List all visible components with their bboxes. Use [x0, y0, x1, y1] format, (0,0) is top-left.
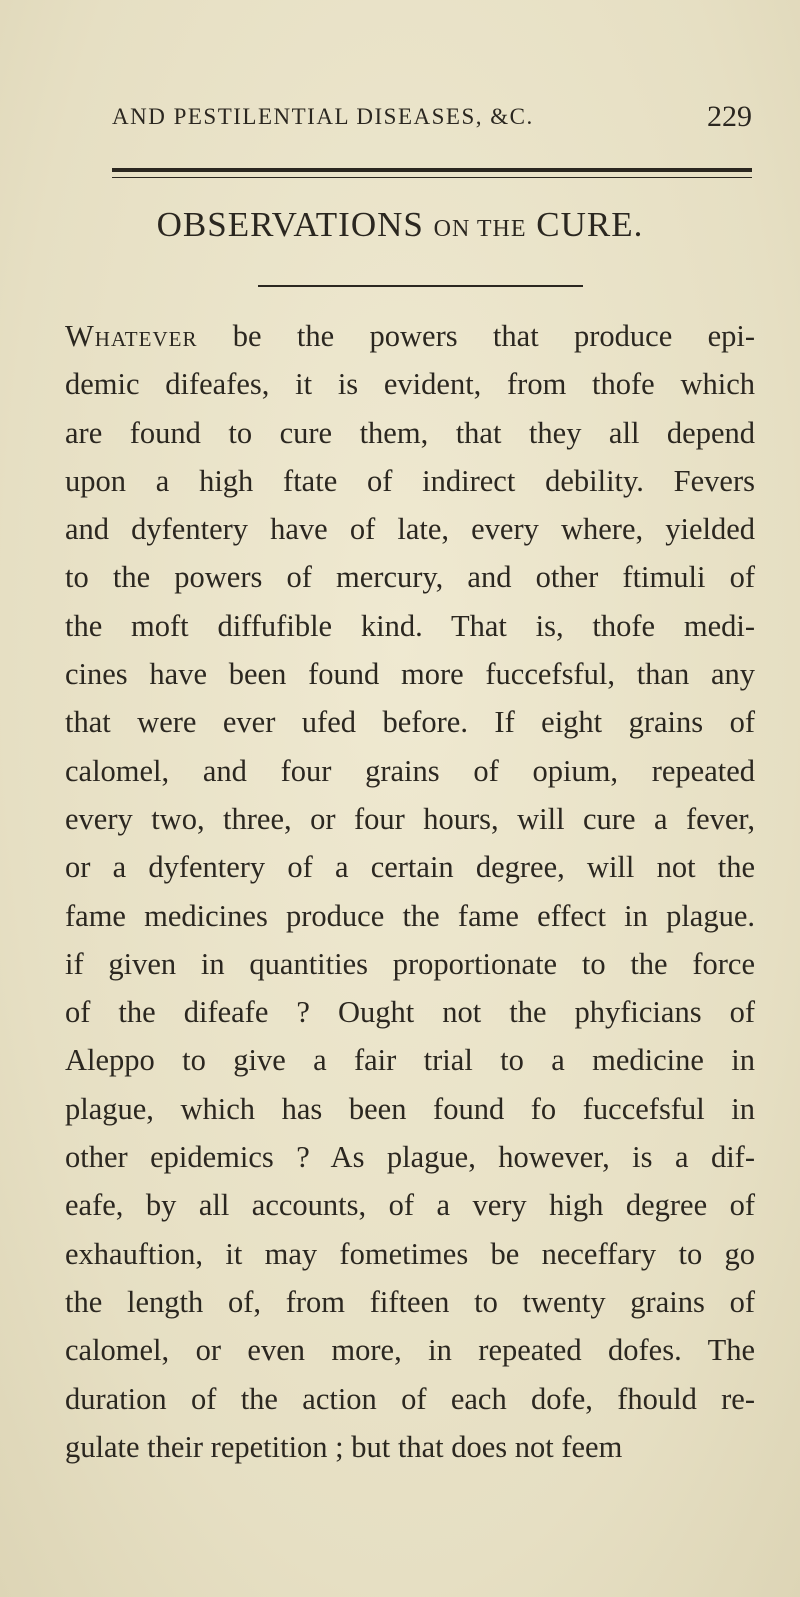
text-line: exhauftion, it may fometimes be neceffary to go — [65, 1236, 755, 1271]
text-line: duration of the action of each dofe, fhould re- — [65, 1381, 755, 1416]
text-line: and dyfentery have of late, every where, yielded — [65, 512, 755, 547]
running-head — [112, 100, 752, 140]
text-line: every two, three, or four hours, will cure a fever, — [65, 801, 755, 836]
page-number: 229 — [707, 100, 752, 133]
text-line: demic difeafes, it is evident, from thofe which — [65, 367, 755, 402]
text-line: other epidemics ? As plague, however, is a dif- — [65, 1140, 755, 1175]
text-line: upon a high ftate of indirect debility. Fevers — [65, 463, 755, 498]
text-line: are found to cure them, that they all depend — [65, 415, 755, 450]
text-line: to the powers of mercury, and other ftimuli of — [65, 560, 755, 595]
section-heading-main: OBSERVATIONS — [156, 205, 434, 244]
text-line: gulate their repetition ; but that does not feem — [65, 1429, 623, 1464]
heading-rule — [258, 285, 583, 287]
text-line-rest: be the powers that produce epi- — [197, 319, 755, 353]
text-line — [65, 312, 755, 360]
section-heading — [0, 205, 800, 245]
text-line: plague, which has been found fo fuccefsful in — [65, 1091, 755, 1126]
text-line: the moft diffufible kind. That is, thofe medi- — [65, 608, 755, 643]
body-text — [65, 312, 755, 1471]
header-double-rule — [112, 168, 752, 178]
text-line: that were ever ufed before. If eight grains of — [65, 705, 755, 740]
text-line: cines have been found more fuccefsful, than any — [65, 657, 755, 692]
lead-word: Whatever — [65, 319, 198, 353]
text-line: fame medicines produce the fame effect in plague. — [65, 898, 755, 933]
text-line: eafe, by all accounts, of a very high degree of — [65, 1188, 755, 1223]
text-line: or a dyfentery of a certain degree, will not the — [65, 850, 755, 885]
text-line: calomel, and four grains of opium, repeated — [65, 753, 755, 788]
section-heading-end: CURE. — [526, 205, 644, 244]
text-line: if given in quantities proportionate to the force — [65, 946, 755, 981]
text-line: the length of, from fifteen to twenty grains of — [65, 1284, 755, 1319]
text-line: of the difeafe ? Ought not the phyficians of — [65, 995, 755, 1030]
running-title: AND PESTILENTIAL DISEASES, &C. — [112, 104, 534, 129]
text-line: calomel, or even more, in repeated dofes. The — [65, 1333, 755, 1368]
section-heading-small: ON THE — [433, 216, 527, 242]
text-line: Aleppo to give a fair trial to a medicine in — [65, 1043, 755, 1078]
